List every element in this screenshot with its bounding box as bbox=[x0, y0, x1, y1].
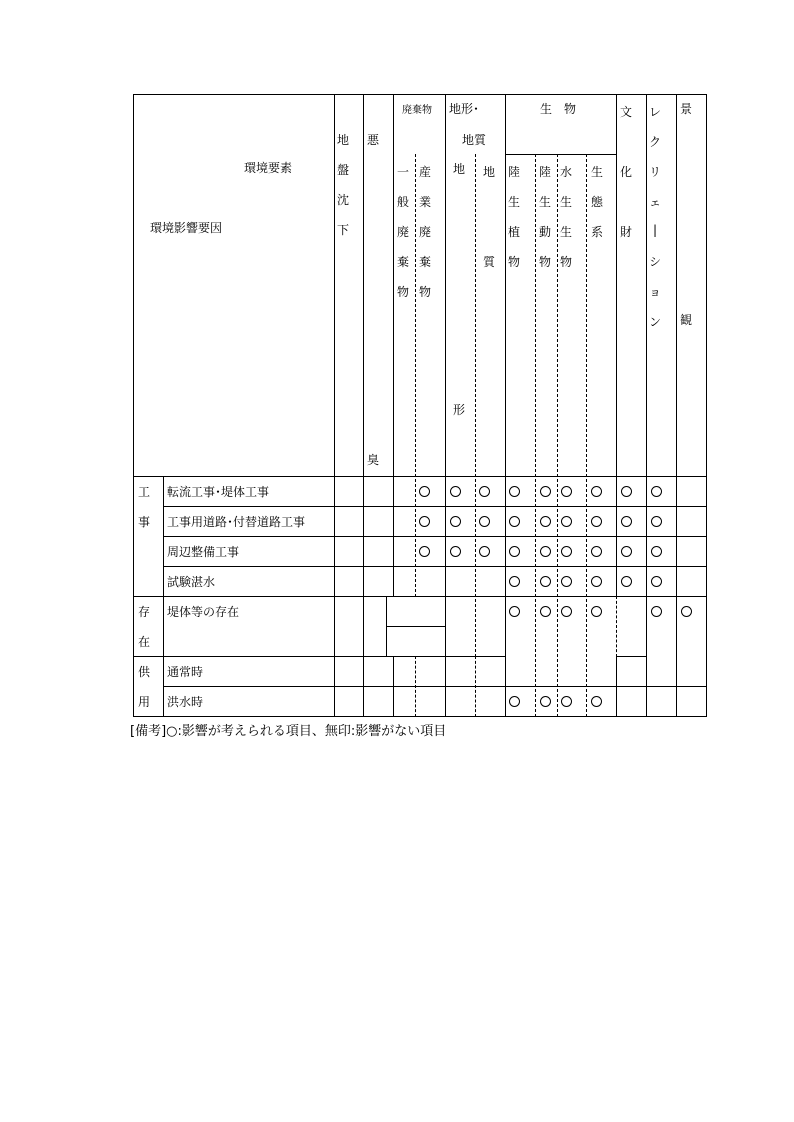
impact-mark bbox=[621, 576, 632, 587]
impact-mark bbox=[540, 576, 551, 587]
impact-mark bbox=[591, 486, 602, 497]
row-label-dam-existence: 堤体等の存在 bbox=[167, 605, 240, 619]
row-label-trial-impoundment: 試験湛水 bbox=[167, 575, 216, 589]
impact-mark bbox=[450, 516, 461, 527]
impact-mark bbox=[621, 546, 632, 557]
impact-mark bbox=[561, 546, 572, 557]
header-topography-bottom: 形 bbox=[453, 403, 466, 417]
impact-mark bbox=[621, 486, 632, 497]
header-odor-bottom: 臭 bbox=[367, 453, 380, 467]
row-label-normal-time: 通常時 bbox=[167, 665, 204, 679]
header-landscape-bottom: 観 bbox=[680, 313, 693, 327]
header-waste: 廃棄物 bbox=[402, 105, 432, 116]
impact-mark bbox=[651, 486, 662, 497]
header-topography-top: 地 bbox=[453, 162, 466, 176]
impact-mark bbox=[561, 696, 572, 707]
impact-mark bbox=[681, 606, 692, 617]
impact-mark bbox=[450, 546, 461, 557]
header-landscape-top: 景 bbox=[680, 102, 693, 116]
row-label-diversion-dam-work: 転流工事･堤体工事 bbox=[167, 485, 270, 499]
impact-mark bbox=[540, 546, 551, 557]
row-label-surrounding-work: 周辺整備工事 bbox=[167, 545, 240, 559]
impact-mark bbox=[419, 486, 430, 497]
impact-mark bbox=[591, 696, 602, 707]
impact-mark bbox=[651, 546, 662, 557]
group-existence-1: 存 bbox=[138, 605, 151, 619]
group-construction-2: 事 bbox=[138, 515, 151, 529]
impact-mark bbox=[419, 516, 430, 527]
environmental-impact-table-page: 環境要素 環境影響要因 地 盤 沈 下 悪 臭 廃棄物 一 般 廃 棄 物 産 業 廃 棄 物 地形･ 地質 地 形 地 質 生 物 陸 生 植 物 陸 生 動 物 水 生 生 物 生 態 系 文 化 財 レ ク リ ェ | シ ョ ン 景 観 工 事 存 在 供 用 転流工事･堤体工事 工事用道路･付替道路工事 周辺整備工事 試験湛水 堤体等の存在 通常時 洪水時 [備考]○:影響が考えられる項目、無印:影響がない項目 bbox=[0, 0, 794, 1122]
impact-mark bbox=[479, 546, 490, 557]
impact-mark bbox=[651, 606, 662, 617]
impact-mark bbox=[509, 606, 520, 617]
impact-mark bbox=[509, 546, 520, 557]
table-note: [備考]○:影響が考えられる項目、無印:影響がない項目 bbox=[130, 724, 447, 739]
group-operation-1: 供 bbox=[138, 665, 151, 679]
impact-mark bbox=[479, 486, 490, 497]
impact-mark bbox=[561, 486, 572, 497]
impact-mark bbox=[591, 546, 602, 557]
row-label-construction-road-work: 工事用道路･付替道路工事 bbox=[167, 515, 306, 529]
impact-mark bbox=[591, 606, 602, 617]
header-impact-factor: 環境影響要因 bbox=[150, 221, 223, 235]
group-existence-2: 在 bbox=[138, 635, 151, 649]
impact-mark bbox=[540, 606, 551, 617]
header-living-things: 生 物 bbox=[540, 102, 577, 116]
impact-mark bbox=[509, 696, 520, 707]
header-odor-top: 悪 bbox=[367, 133, 380, 147]
impact-mark bbox=[419, 546, 430, 557]
impact-mark bbox=[591, 516, 602, 527]
impact-mark bbox=[509, 486, 520, 497]
impact-mark bbox=[540, 486, 551, 497]
impact-mark bbox=[509, 516, 520, 527]
impact-mark bbox=[540, 696, 551, 707]
group-construction-1: 工 bbox=[138, 485, 151, 499]
impact-mark bbox=[479, 516, 490, 527]
group-operation-2: 用 bbox=[138, 695, 151, 709]
impact-mark bbox=[651, 576, 662, 587]
impact-mark bbox=[591, 576, 602, 587]
impact-mark bbox=[561, 606, 572, 617]
impact-mark bbox=[561, 576, 572, 587]
header-environment-element: 環境要素 bbox=[244, 161, 293, 175]
impact-mark bbox=[450, 486, 461, 497]
impact-mark bbox=[509, 576, 520, 587]
header-topography-geology-2: 地質 bbox=[462, 133, 487, 147]
impact-mark bbox=[540, 516, 551, 527]
row-label-flood-time: 洪水時 bbox=[167, 695, 204, 709]
impact-mark bbox=[621, 516, 632, 527]
impact-mark bbox=[561, 516, 572, 527]
impact-mark bbox=[651, 516, 662, 527]
header-topography-geology-1: 地形･ bbox=[449, 102, 480, 116]
